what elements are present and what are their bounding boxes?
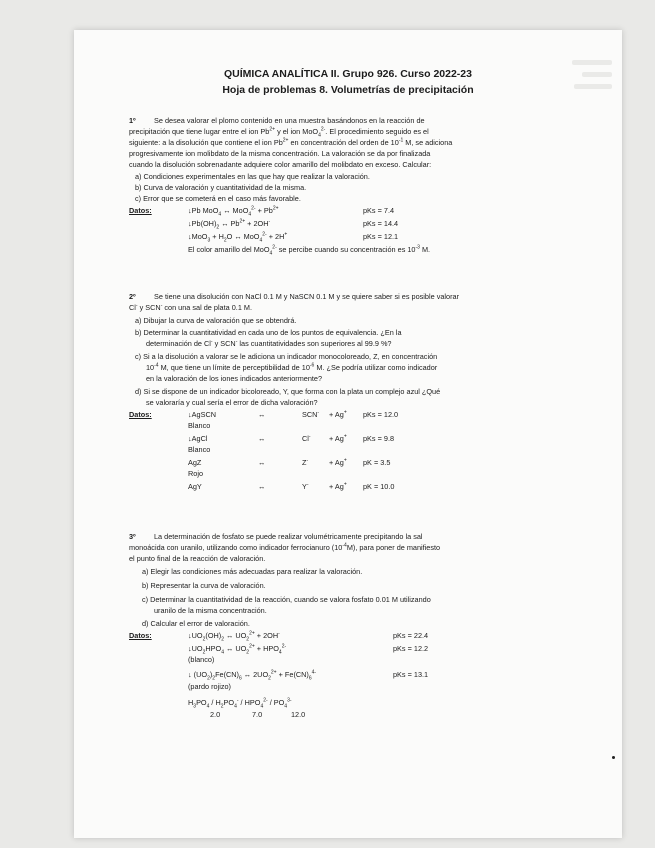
problem-2-number: 2º: [129, 292, 136, 301]
problem-2-ion: Z-: [302, 457, 309, 467]
problem-1-equation: ↓Pb MoO$_4$ ↔ $MoO_4^{2-} + Pb^{2+}$: [188, 205, 279, 218]
problem-1-number: 1º: [129, 116, 136, 125]
problem-2-item: a) Dibujar la curva de valoración que se obtendrá.: [135, 316, 297, 325]
problem-1-item: c) Error que se cometerá en el caso más favorable.: [135, 194, 301, 203]
problem-2-constant: pK = 3.5: [363, 458, 391, 467]
problem-3-datos-label: Datos:: [129, 631, 152, 640]
problem-3-equation: $↓UO_2(OH)_2$ ↔ $UO_2^{2+} + 2OH^-$: [188, 630, 280, 643]
problem-3-equation: $↓UO_2HPO_4$ ↔ $UO_2^{2+} + HPO_4^{2-}$: [188, 643, 287, 656]
problem-2-solid: ↓AgCl: [188, 434, 208, 443]
bleed-through: [572, 60, 612, 65]
problem-2-arrow: ↔: [258, 410, 266, 419]
problem-2-color: Blanco: [188, 421, 211, 430]
problem-2-plus: + Ag+: [329, 433, 347, 443]
problem-2-color: Blanco: [188, 445, 211, 454]
problem-3-number: 3º: [129, 532, 136, 541]
problem-2-item: b) Determinar la cuantitatividad en cada uno de los puntos de equivalencia. ¿En la: [135, 328, 402, 337]
problem-1-item: a) Condiciones experimentales en las que hay que realizar la valoración.: [135, 172, 370, 181]
problem-2-line: Se tiene una disolución con NaCl 0.1 M y NaSCN 0.1 M y se quiere saber si es posible valorar: [154, 292, 459, 301]
problem-2-solid: AgY: [188, 482, 202, 491]
problem-2-plus: + Ag+: [329, 481, 347, 491]
problem-1-constant: pKs = 12.1: [363, 232, 399, 241]
problem-3-pka: 2.0: [210, 710, 221, 719]
problem-2-item: d) Si se dispone de un indicador bicoloreado, Y, que forma con la plata un complejo azul ¿Qué: [135, 387, 441, 396]
problem-2-arrow: ↔: [258, 458, 266, 467]
problem-3-line: La determinación de fosfato se puede realizar volumétricamente precipitando la sal: [154, 532, 423, 541]
problem-2-item: en la valoración de los iones indicados anteriormente?: [146, 374, 323, 383]
problem-3-pka: 12.0: [291, 710, 306, 719]
problem-3-item: a) Elegir las condiciones más adecuadas para realizar la valoración.: [142, 567, 363, 576]
problem-3-constant: pKs = 12.2: [393, 644, 429, 653]
problem-1-item: b) Curva de valoración y cuantitatividad de la misma.: [135, 183, 307, 192]
problem-1-constant: pKs = 7.4: [363, 206, 395, 215]
problem-3-color: (blanco): [188, 655, 215, 664]
problem-2-color: Rojo: [188, 469, 204, 478]
problem-1-line: progresivamente ion molibdato de la misma concentración. La valoración se da por finalizada: [129, 149, 431, 158]
document-page: [74, 30, 622, 838]
problem-3-pka: 7.0: [252, 710, 263, 719]
problem-2-item: $10^{-4}$ M, que tiene un límite de perceptibilidad de $10^{-6}$ M. ¿Se podría utilizar como indicador: [146, 362, 438, 372]
problem-1-datos-label: Datos:: [129, 206, 152, 215]
problem-2-solid: AgZ: [188, 458, 202, 467]
problem-2-item: se valoraría y cual sería el error de dicha valoración?: [146, 398, 318, 407]
problem-2-datos-label: Datos:: [129, 410, 152, 419]
problem-3-equation: ↓ $(UO_2)_2Fe(CN)_6$ ↔ $2UO_2^{2+} + Fe(CN)_6^{4-}$: [188, 669, 317, 682]
document-title: QUÍMICA ANALÍTICA II. Grupo 926. Curso 2022-23: [224, 68, 472, 80]
problem-1-equation: $↓Pb(OH)_2$ ↔ $Pb^{2+} + 2OH^-$: [188, 218, 271, 231]
problem-1-constant: pKs = 14.4: [363, 219, 399, 228]
problem-1-note: El color amarillo del MoO$_4^{2-}$ se percibe cuando su concentración es $10^{-3}$ M.: [188, 244, 431, 257]
problem-2-ion: Y-: [302, 481, 309, 491]
problem-1-line: Se desea valorar el plomo contenido en una muestra basándonos en la reacción de: [154, 116, 425, 125]
problem-2-constant: pK = 10.0: [363, 482, 395, 491]
ink-speck: [612, 756, 615, 759]
problem-2-plus: + Ag+: [329, 457, 347, 467]
problem-3-acid-series: $H_3PO_4 / H_2PO_4^- / HPO_4^{2-} / PO_4^{3-}$: [188, 697, 292, 710]
problem-2-arrow: ↔: [258, 434, 266, 443]
problem-3-item: b) Representar la curva de valoración.: [142, 581, 266, 590]
problem-1-line: siguiente: a la disolución que contiene el ion $Pb^{2+}$ en concentración del orden de $10^{-1}$ M, se adiciona: [129, 137, 453, 147]
problem-3-line: monoácida con uranilo, utilizando como indicador ferrocianuro $(10^{-4}M)$, para poner de manifiesto: [129, 542, 441, 552]
document-subtitle: Hoja de problemas 8. Volumetrías de precipitación: [222, 84, 474, 96]
problem-2-item: determinación de Cl- y SCN- las cuantitatividades son superiores al 99.9 %?: [146, 338, 392, 348]
problem-2-arrow: ↔: [258, 482, 266, 491]
problem-2-ion: SCN-: [302, 409, 320, 419]
problem-2-line: Cl- y SCN- con una sal de plata 0.1 M.: [129, 302, 253, 312]
problem-2-constant: pKs = 12.0: [363, 410, 399, 419]
problem-3-item: d) Calcular el error de valoración.: [142, 619, 250, 628]
problem-1-line: cuando la disolución sobrenadante adquiere color amarillo del molibdato en exceso. Calcular:: [129, 160, 432, 169]
problem-2-constant: pKs = 9.8: [363, 434, 395, 443]
problem-2-item: c) Si a la disolución a valorar se le adiciona un indicador monocoloreado, Z, en concentración: [135, 352, 438, 361]
problem-3-constant: pKs = 22.4: [393, 631, 429, 640]
problem-2-plus: + Ag+: [329, 409, 347, 419]
problem-3-line: el punto final de la reacción de valoración.: [129, 554, 266, 563]
problem-3-color: (pardo rojizo): [188, 682, 231, 691]
problem-3-constant: pKs = 13.1: [393, 670, 429, 679]
problem-3-item: uranilo de la misma concentración.: [154, 606, 267, 615]
problem-2-solid: ↓AgSCN: [188, 410, 216, 419]
problem-1-equation: ↓MoO$_3$ + $H_2O$ ↔ MoO$_4^{2-}$ + 2H+: [188, 231, 288, 244]
problem-2-ion: Cl-: [302, 433, 311, 443]
problem-1-line: precipitación que tiene lugar entre el ion $Pb^{2+}$ y el ion MoO$_4^{2-}$. El procedimiento seguido es el: [129, 126, 429, 139]
problem-3-item: c) Determinar la cuantitatividad de la reacción, cuando se valora fosfato 0.01 M utilizando: [142, 595, 431, 604]
